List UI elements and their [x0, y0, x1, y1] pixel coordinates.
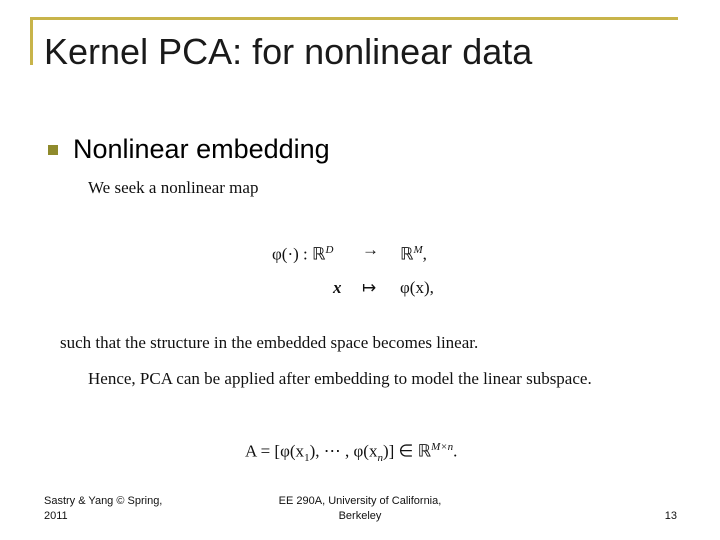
paragraph-structure-linear: such that the structure in the embedded space becomes linear. — [60, 333, 479, 352]
title-frame-left-rule — [30, 17, 33, 65]
bullet-heading: Nonlinear embedding — [73, 134, 330, 164]
equation-point-lhs: x — [333, 278, 342, 297]
equation-matrix-a: $A = [\varphi(x_1)$, ⋯ , $\varphi(x_n)$] ∈ ℝ$^{M\times n}$. — [245, 441, 458, 465]
paragraph-pca-applied: Hence, PCA can be applied after embedding to model the linear subspace. — [88, 369, 592, 388]
footer-course — [255, 494, 465, 524]
bullet-square-icon — [48, 145, 58, 155]
footer-course-line2: Berkeley — [338, 510, 382, 522]
equation-point-rhs: φ(x), — [400, 278, 434, 297]
footer-authors-line2: 2011 — [44, 510, 68, 522]
slide-title: Kernel PCA: for nonlinear data — [44, 31, 533, 72]
title-frame-top-rule — [30, 17, 678, 20]
equation-map-arrow: → — [362, 240, 379, 259]
equation-map-rhs: ℝ$^M$, — [400, 244, 427, 264]
equation-map-lhs: φ(·) : ℝ$^D$ — [272, 244, 334, 264]
footer-authors-line1: Sastry & Yang © Spring, — [44, 495, 163, 507]
paragraph-seek-map: We seek a nonlinear map — [88, 178, 259, 197]
equation-point-arrow: ↦ — [362, 278, 377, 297]
page-number: 13 — [664, 510, 677, 522]
footer-course-line1: EE 290A, University of California, — [278, 495, 442, 507]
footer-authors — [44, 494, 214, 524]
